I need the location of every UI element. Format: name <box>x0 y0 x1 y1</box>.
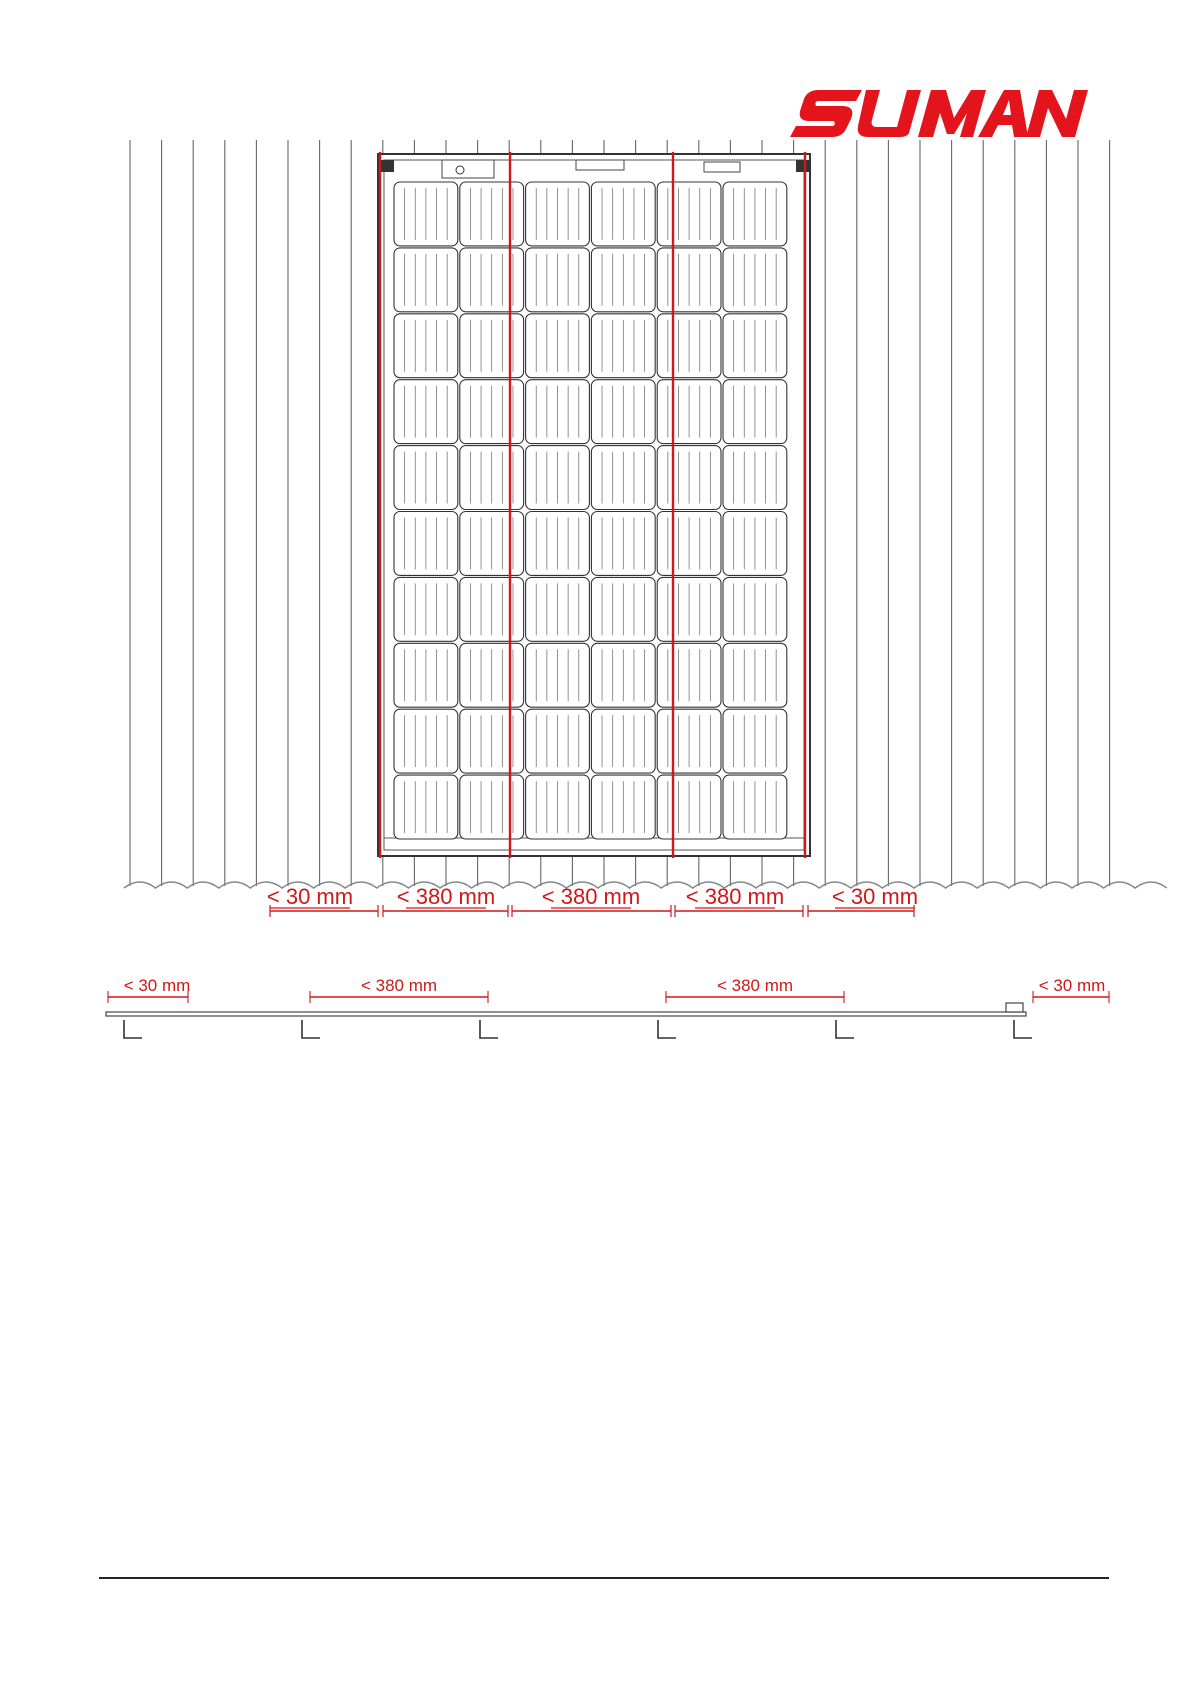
solar-cell <box>394 182 458 246</box>
solar-cell <box>723 314 787 378</box>
solar-cell <box>723 577 787 641</box>
solar-cell <box>460 577 524 641</box>
solar-cell <box>526 380 590 444</box>
junction-box-side <box>1006 1003 1023 1012</box>
solar-cell <box>591 709 655 773</box>
solar-cell <box>394 512 458 576</box>
solar-cell <box>460 314 524 378</box>
side-dimension-marker <box>1033 976 1109 1003</box>
solar-cell <box>657 446 721 510</box>
solar-cell <box>591 577 655 641</box>
solar-cell <box>394 380 458 444</box>
solar-cell <box>591 248 655 312</box>
solar-cell <box>526 248 590 312</box>
side-dimension-label: < 380 mm <box>360 976 438 995</box>
solar-cell <box>723 182 787 246</box>
solar-cell <box>723 775 787 839</box>
solar-cell <box>394 446 458 510</box>
solar-cell <box>394 577 458 641</box>
cable-connector <box>380 160 394 172</box>
dimension-marker <box>383 884 508 917</box>
solar-cell <box>657 775 721 839</box>
solar-cell <box>657 577 721 641</box>
dimension-marker <box>267 884 378 917</box>
dimension-marker <box>808 884 918 917</box>
rail-profile <box>302 1020 320 1038</box>
rail-profile <box>1014 1020 1032 1038</box>
side-dimension-label: < 30 mm <box>123 976 191 995</box>
top-dimension-row <box>267 884 918 917</box>
solar-cell <box>526 314 590 378</box>
solar-cell <box>657 314 721 378</box>
solar-cell <box>591 446 655 510</box>
side-dimension-row <box>108 976 1109 1003</box>
top-view-drawing <box>124 140 1167 917</box>
solar-cell <box>723 512 787 576</box>
solar-cell <box>460 512 524 576</box>
solar-cell <box>657 643 721 707</box>
dimension-label: < 380 mm <box>685 884 785 909</box>
solar-cell <box>460 380 524 444</box>
solar-cell <box>723 380 787 444</box>
solar-cell <box>460 643 524 707</box>
solar-cell <box>657 512 721 576</box>
solar-cell <box>591 380 655 444</box>
dimension-label: < 380 mm <box>396 884 496 909</box>
dimension-label: < 30 mm <box>266 884 354 909</box>
solar-cell <box>657 380 721 444</box>
solar-cell <box>723 446 787 510</box>
solar-cell <box>394 248 458 312</box>
dimension-marker <box>675 884 803 917</box>
solar-cell <box>460 709 524 773</box>
solar-cell <box>526 512 590 576</box>
solar-cell <box>460 775 524 839</box>
rail-profile <box>658 1020 676 1038</box>
side-view-drawing <box>106 976 1109 1038</box>
solar-cell <box>723 709 787 773</box>
cable-connector <box>796 160 810 172</box>
solar-cell <box>526 643 590 707</box>
solar-cell <box>394 775 458 839</box>
solar-cell <box>394 314 458 378</box>
side-dimension-marker <box>666 976 844 1003</box>
rail-profile <box>836 1020 854 1038</box>
side-dimension-marker <box>108 976 190 1003</box>
dimension-label: < 30 mm <box>831 884 919 909</box>
rail-profile <box>124 1020 142 1038</box>
side-dimension-label: < 380 mm <box>716 976 794 995</box>
solar-cell <box>591 512 655 576</box>
solar-cell <box>460 182 524 246</box>
solar-cell <box>657 182 721 246</box>
solar-cell <box>394 709 458 773</box>
solar-cell <box>591 643 655 707</box>
sunman-logo <box>790 90 1088 137</box>
solar-cell <box>394 643 458 707</box>
panel-side-profile <box>106 1012 1026 1016</box>
solar-cell <box>526 775 590 839</box>
solar-cell <box>526 446 590 510</box>
solar-cell <box>591 775 655 839</box>
solar-cell <box>723 248 787 312</box>
solar-cell <box>460 248 524 312</box>
solar-cell <box>657 248 721 312</box>
solar-cell <box>526 577 590 641</box>
side-dimension-marker <box>310 976 488 1003</box>
solar-cell <box>591 182 655 246</box>
side-rail-profiles <box>124 1020 1032 1038</box>
rail-profile <box>480 1020 498 1038</box>
solar-panel <box>378 154 810 856</box>
dimension-marker <box>512 884 671 917</box>
dimension-label: < 380 mm <box>541 884 641 909</box>
solar-cell <box>657 709 721 773</box>
solar-cell <box>526 709 590 773</box>
solar-cell <box>460 446 524 510</box>
solar-cell <box>591 314 655 378</box>
side-dimension-label: < 30 mm <box>1038 976 1106 995</box>
solar-cell <box>723 643 787 707</box>
solar-cell <box>526 182 590 246</box>
